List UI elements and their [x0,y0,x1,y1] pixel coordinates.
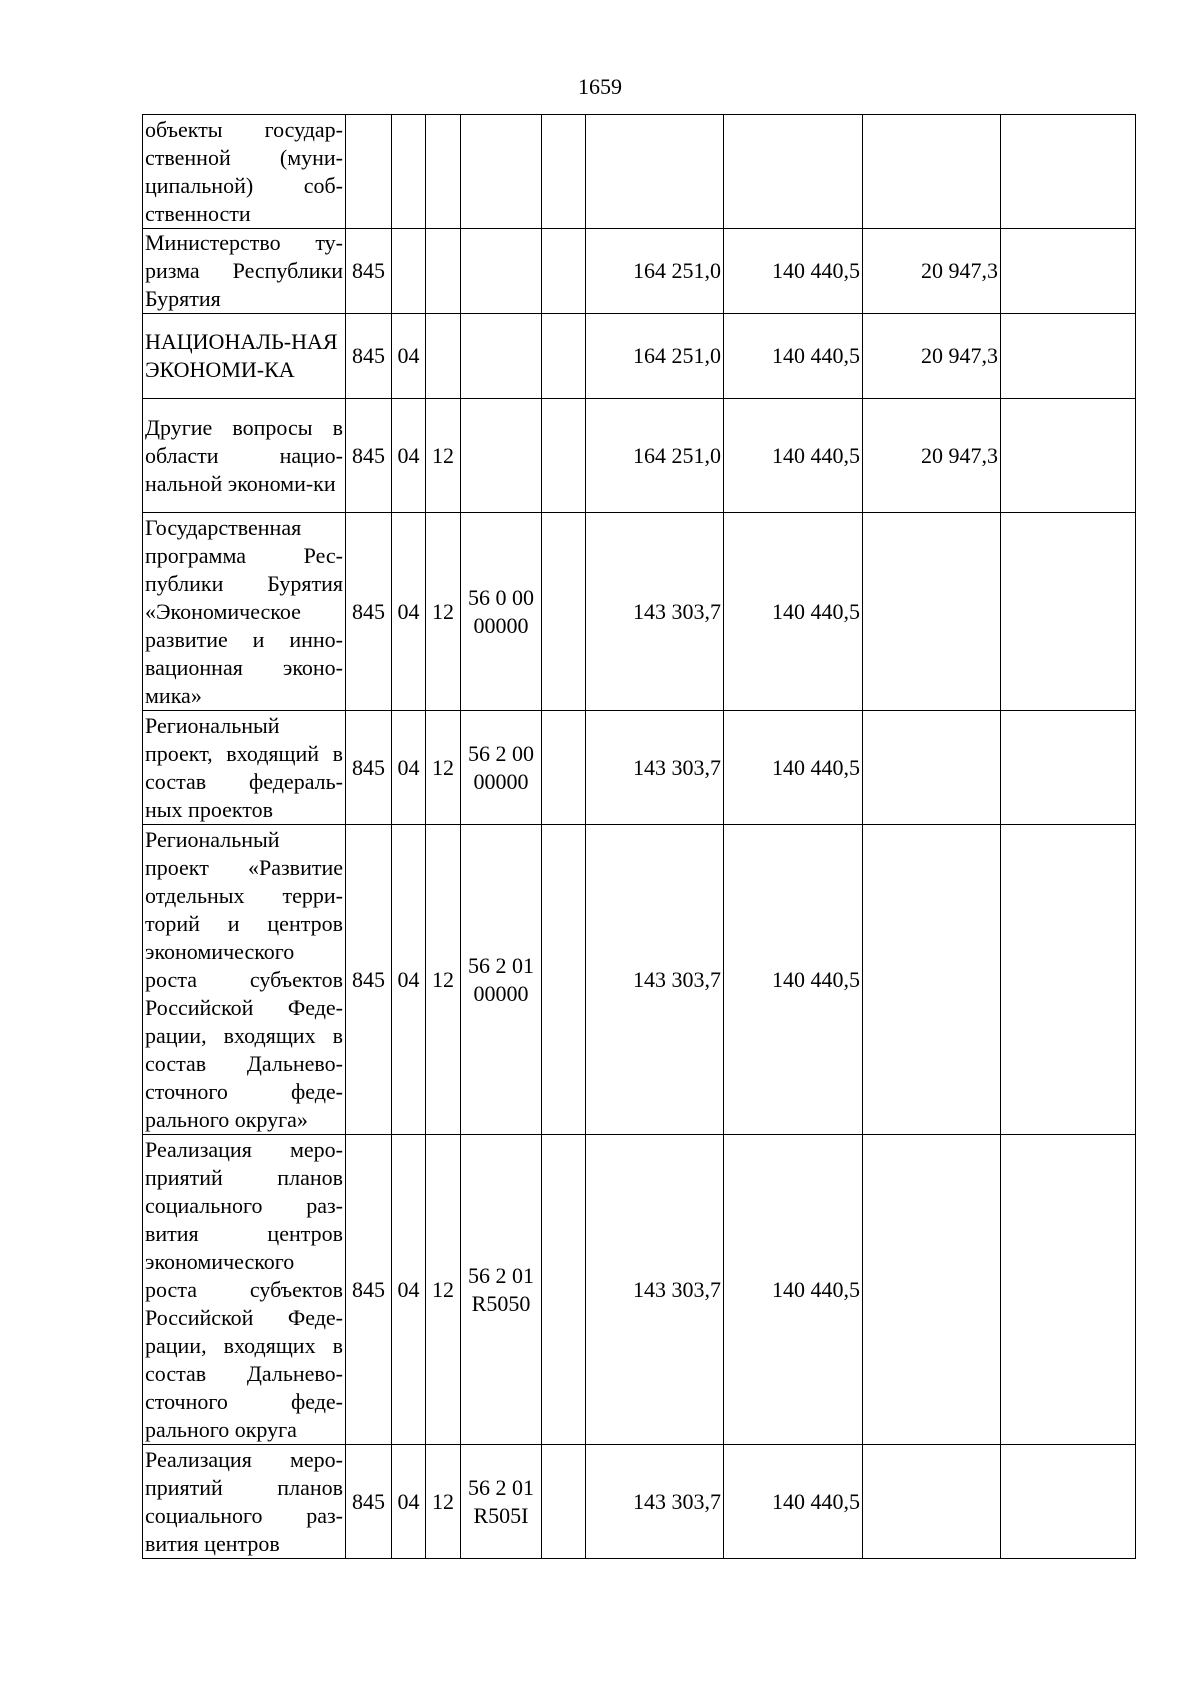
target-article [461,229,542,314]
budget-table [142,114,1136,1559]
table-row [143,1135,1136,1445]
section-code [392,229,426,314]
amount-1: 143 303,7 [586,1135,724,1445]
subsection-code [426,314,461,399]
amount-2: 140 440,5 [724,314,863,399]
table-row [143,825,1136,1135]
expense-type [542,711,586,825]
section-code [392,115,426,229]
target-article: 56 2 01 R505I [461,1445,542,1559]
page-number: 1659 [578,74,622,99]
amount-2: 140 440,5 [724,1445,863,1559]
subsection-code: 12 [426,399,461,513]
table-row [143,1445,1136,1559]
amount-3: 20 947,3 [863,314,1001,399]
amount-3 [863,711,1001,825]
row-name: Региональный проект, входящий в состав федераль-ных проектов [143,711,346,825]
target-article: 56 2 01 00000 [461,825,542,1135]
amount-1: 164 251,0 [586,399,724,513]
section-code: 04 [392,513,426,711]
ministry-code: 845 [346,513,392,711]
subsection-code: 12 [426,825,461,1135]
expense-type [542,399,586,513]
amount-1: 143 303,7 [586,513,724,711]
ministry-code: 845 [346,1135,392,1445]
amount-3: 20 947,3 [863,399,1001,513]
expense-type [542,513,586,711]
amount-4 [1001,229,1136,314]
amount-4 [1001,1135,1136,1445]
amount-2: 140 440,5 [724,1135,863,1445]
row-name: Реализация меро-приятий планов социального раз-вития центров экономического роста субъектов Российской Феде-рации, входящих в состав Дальнево-сточного феде-рального округа [143,1135,346,1445]
target-article: 56 2 01 R5050 [461,1135,542,1445]
ministry-code: 845 [346,229,392,314]
target-article [461,115,542,229]
amount-4 [1001,314,1136,399]
amount-3 [863,513,1001,711]
amount-1: 143 303,7 [586,711,724,825]
expense-type [542,825,586,1135]
amount-4 [1001,711,1136,825]
section-code: 04 [392,1135,426,1445]
subsection-code [426,229,461,314]
amount-4 [1001,513,1136,711]
target-article [461,399,542,513]
target-article: 56 2 00 00000 [461,711,542,825]
subsection-code [426,115,461,229]
amount-2: 140 440,5 [724,513,863,711]
amount-2 [724,115,863,229]
amount-3 [863,1445,1001,1559]
table-row [143,115,1136,229]
section-code: 04 [392,314,426,399]
subsection-code: 12 [426,513,461,711]
amount-4 [1001,825,1136,1135]
table-row [143,399,1136,513]
expense-type [542,1135,586,1445]
subsection-code: 12 [426,711,461,825]
target-article: 56 0 00 00000 [461,513,542,711]
amount-1: 143 303,7 [586,1445,724,1559]
section-code: 04 [392,1445,426,1559]
amount-1 [586,115,724,229]
expense-type [542,1445,586,1559]
subsection-code: 12 [426,1445,461,1559]
amount-3 [863,825,1001,1135]
amount-4 [1001,115,1136,229]
subsection-code: 12 [426,1135,461,1445]
amount-2: 140 440,5 [724,825,863,1135]
amount-2: 140 440,5 [724,229,863,314]
section-code: 04 [392,711,426,825]
row-name: Министерство ту-ризма Республики Бурятия [143,229,346,314]
amount-2: 140 440,5 [724,399,863,513]
ministry-code: 845 [346,314,392,399]
table-row [143,229,1136,314]
row-name: НАЦИОНАЛЬ-НАЯ ЭКОНОМИ-КА [143,314,346,399]
table-row [143,711,1136,825]
amount-4 [1001,1445,1136,1559]
amount-4 [1001,399,1136,513]
row-name: Реализация меро-приятий планов социального раз-вития центров [143,1445,346,1559]
amount-1: 164 251,0 [586,229,724,314]
row-name: объекты государ-ственной (муни-ципальной) соб-ственности [143,115,346,229]
ministry-code: 845 [346,825,392,1135]
expense-type [542,229,586,314]
amount-1: 143 303,7 [586,825,724,1135]
row-name: Государственная программа Рес-публики Бурятия «Экономическое развитие и инно-вационная эконо-мика» [143,513,346,711]
expense-type [542,115,586,229]
ministry-code: 845 [346,399,392,513]
section-code: 04 [392,825,426,1135]
row-name: Региональный проект «Развитие отдельных терри-торий и центров экономического роста субъектов Российской Феде-рации, входящих в состав Дальнево-сточного феде-рального округа» [143,825,346,1135]
section-code: 04 [392,399,426,513]
amount-3 [863,1135,1001,1445]
table-row [143,513,1136,711]
ministry-code [346,115,392,229]
ministry-code: 845 [346,1445,392,1559]
target-article [461,314,542,399]
amount-3 [863,115,1001,229]
table-row [143,314,1136,399]
amount-1: 164 251,0 [586,314,724,399]
amount-2: 140 440,5 [724,711,863,825]
amount-3: 20 947,3 [863,229,1001,314]
expense-type [542,314,586,399]
row-name: Другие вопросы в области нацио-нальной экономи-ки [143,399,346,513]
ministry-code: 845 [346,711,392,825]
